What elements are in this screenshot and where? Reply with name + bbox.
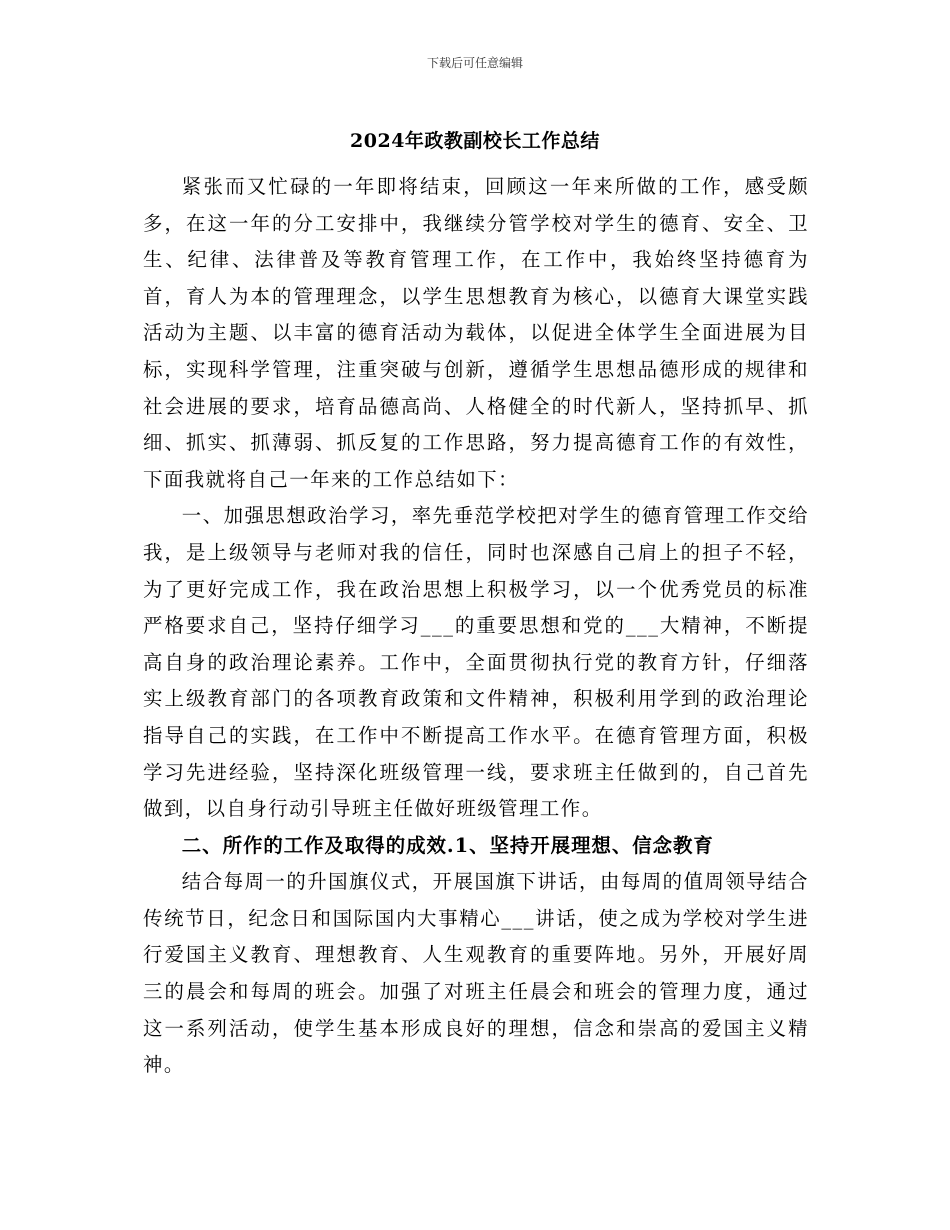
paragraph-section-two: 结合每周一的升国旗仪式，开展国旗下讲话，由每周的值周领导结合传统节日，纪念日和国际国内大事精心___讲话，使之成为学校对学生进行爱国主义教育、理想教育、人生观教育的重要阵地。另外，开展好周三的晨会和每周的班会。加强了对班主任晨会和班会的管理力度，通过这一系列活动，使学生基本形成良好的理想，信念和崇高的爱国主义精神。 xyxy=(143,870,809,1077)
section-heading-two: 二、所作的工作及取得的成效.1、坚持开展理想、信念教育 xyxy=(181,833,714,857)
document-title: 2024年政教副校长工作总结 xyxy=(350,130,600,152)
page-header-note: 下载后可任意编辑 xyxy=(426,56,523,70)
paragraph-section-one: 一、加强思想政治学习，率先垂范学校把对学生的德育管理工作交给我，是上级领导与老师对我的信任，同时也深感自己肩上的担子不轻，为了更好完成工作，我在政治思想上积极学习，以一个优秀党员的标准严格要求自己，坚持仔细学习___的重要思想和党的___大精神，不断提高自身的政治理论素养。工作中，全面贯彻执行党的教育方针，仔细落实上级教育部门的各项教育政策和文件精神，积极利用学到的政治理论指导自己的实践，在工作中不断提高工作水平。在德育管理方面，积极学习先进经验，坚持深化班级管理一线，要求班主任做到的，自己首先做到，以自身行动引导班主任做好班级管理工作。 xyxy=(143,504,809,821)
document-body xyxy=(143,169,809,1084)
paragraph-intro: 紧张而又忙碌的一年即将结束，回顾这一年来所做的工作，感受颇多，在这一年的分工安排中，我继续分管学校对学生的德育、安全、卫生、纪律、法律普及等教育管理工作，在工作中，我始终坚持德育为首，育人为本的管理理念，以学生思想教育为核心，以德育大课堂实践活动为主题、以丰富的德育活动为载体，以促进全体学生全面进展为目标，实现科学管理，注重突破与创新，遵循学生思想品德形成的规律和社会进展的要求，培育品德高尚、人格健全的时代新人，坚持抓早、抓细、抓实、抓薄弱、抓反复的工作思路，努力提高德育工作的有效性，下面我就将自己一年来的工作总结如下： xyxy=(143,175,809,491)
